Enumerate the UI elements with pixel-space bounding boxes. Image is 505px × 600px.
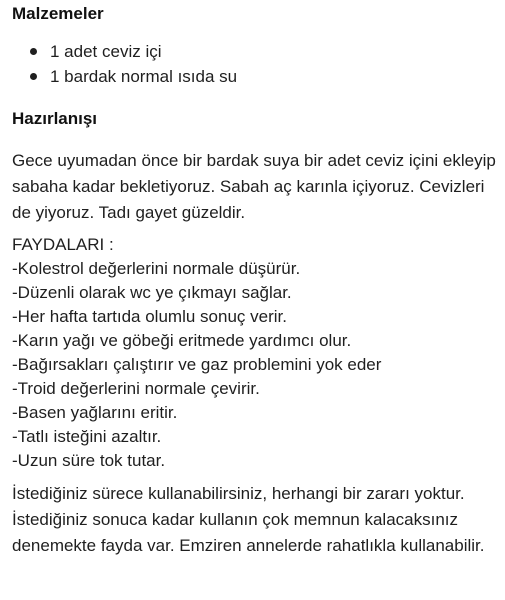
- preparation-title: Hazırlanışı: [12, 109, 98, 128]
- usage-text: İstediğiniz sürece kullanabilirsiniz, herhangi bir zararı yoktur. İstediğiniz sonuca kadar kullanın çok memnun kalacaksınız denemekte fayda var. Emziren annelerde rahatlıkla kullanabilir.: [12, 484, 485, 555]
- benefits-block: [12, 233, 381, 473]
- ingredients-list: [30, 39, 237, 89]
- preparation-text: Gece uyumadan önce bir bardak suya bir adet ceviz içini ekleyip sabaha kadar bekletiyoruz. Sabah aç karınla içiyoruz. Cevizleri de yiyoruz. Tadı gayet güzeldir.: [12, 151, 496, 222]
- benefit-item: -Düzenli olarak wc ye çıkmayı sağlar.: [12, 283, 292, 302]
- benefit-item: -Kolestrol değerlerini normale düşürür.: [12, 259, 301, 278]
- ingredient-text: 1 adet ceviz içi: [50, 42, 162, 61]
- ingredient-text: 1 bardak normal ısıda su: [50, 67, 238, 86]
- benefit-item: -Her hafta tartıda olumlu sonuç verir.: [12, 307, 287, 326]
- benefit-item: -Bağırsakları çalıştırır ve gaz problemini yok eder: [12, 355, 382, 374]
- list-item: [30, 39, 237, 64]
- list-item: [30, 64, 237, 89]
- benefit-item: -Karın yağı ve göbeği eritmede yardımcı olur.: [12, 331, 352, 350]
- bullet-icon: [30, 48, 37, 55]
- benefit-item: -Troid değerlerini normale çevirir.: [12, 379, 260, 398]
- benefits-heading: FAYDALARI :: [12, 235, 114, 254]
- benefit-item: -Basen yağlarını eritir.: [12, 403, 178, 422]
- ingredients-title: Malzemeler: [12, 4, 104, 23]
- benefit-item: -Uzun süre tok tutar.: [12, 451, 166, 470]
- benefit-item: -Tatlı isteğini azaltır.: [12, 427, 162, 446]
- bullet-icon: [30, 73, 37, 80]
